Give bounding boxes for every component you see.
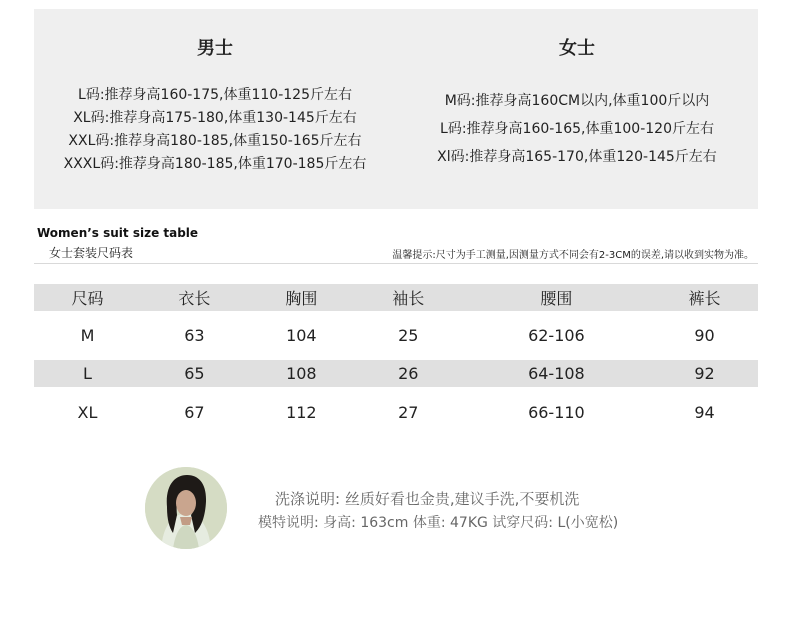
men-title: 男士 — [197, 38, 233, 59]
table-row — [34, 311, 758, 360]
table-cell: 66-110 — [528, 402, 585, 422]
divider — [34, 263, 758, 264]
table-cell: 112 — [286, 402, 317, 422]
table-row — [34, 360, 758, 387]
model-portrait-image — [145, 467, 227, 549]
table-cell: M — [80, 326, 95, 345]
table-header-row — [34, 284, 758, 311]
table-cell: 63 — [184, 326, 205, 345]
men-size-line: XL码:推荐身高175-180,体重130-145斤左右 — [73, 110, 357, 126]
table-cell: 92 — [651, 360, 758, 387]
women-size-line: M码:推荐身高160CM以内,体重100斤以内 — [444, 93, 710, 109]
men-size-line: XXL码:推荐身高180-185,体重150-165斤左右 — [68, 133, 362, 149]
men-column — [34, 9, 396, 176]
women-column — [396, 9, 758, 174]
table-cell: 108 — [248, 360, 355, 387]
table-cell: 90 — [694, 326, 715, 345]
column-header: 裤长 — [651, 284, 758, 311]
men-size-line: L码:推荐身高160-175,体重110-125斤左右 — [78, 87, 352, 103]
women-size-line: L码:推荐身高160-165,体重100-120斤左右 — [440, 121, 714, 137]
size-table-title-en: Women’s suit size table — [37, 226, 199, 240]
table-cell: 65 — [141, 360, 248, 387]
table-cell: 94 — [694, 402, 715, 422]
table-cell: 62-106 — [528, 326, 585, 345]
measurement-tip: 温馨提示:尺寸为手工测量,因测量方式不同会有2-3CM的误差,请以收到实物为准。 — [392, 250, 754, 261]
table-cell: L — [34, 360, 141, 387]
column-header: 尺码 — [34, 284, 141, 311]
women-title: 女士 — [559, 38, 595, 59]
table-cell: 64-108 — [462, 360, 651, 387]
women-size-line: Xl码:推荐身高165-170,体重120-145斤左右 — [437, 149, 717, 165]
size-table-title-cn: 女士套装尺码表 — [49, 246, 134, 260]
table-cell: XL — [77, 402, 98, 422]
column-header: 胸围 — [248, 284, 355, 311]
table-cell: 26 — [355, 360, 462, 387]
column-header: 腰围 — [462, 284, 651, 311]
care-instructions: 洗涤说明: 丝质好看也金贵,建议手洗,不要机洗 — [275, 490, 580, 508]
size-recommendation-panel — [34, 9, 758, 209]
table-cell: 27 — [398, 402, 419, 422]
table-row — [34, 387, 758, 437]
model-info: 模特说明: 身高: 163cm 体重: 47KG 试穿尺码: L(小宽松) — [258, 515, 619, 531]
column-header: 袖长 — [355, 284, 462, 311]
men-size-line: XXXL码:推荐身高180-185,体重170-185斤左右 — [63, 156, 367, 172]
table-cell: 104 — [286, 326, 317, 345]
model-avatar — [145, 467, 227, 549]
table-cell: 25 — [398, 326, 419, 345]
column-header: 衣长 — [141, 284, 248, 311]
table-cell: 67 — [184, 402, 205, 422]
size-table — [34, 284, 758, 437]
